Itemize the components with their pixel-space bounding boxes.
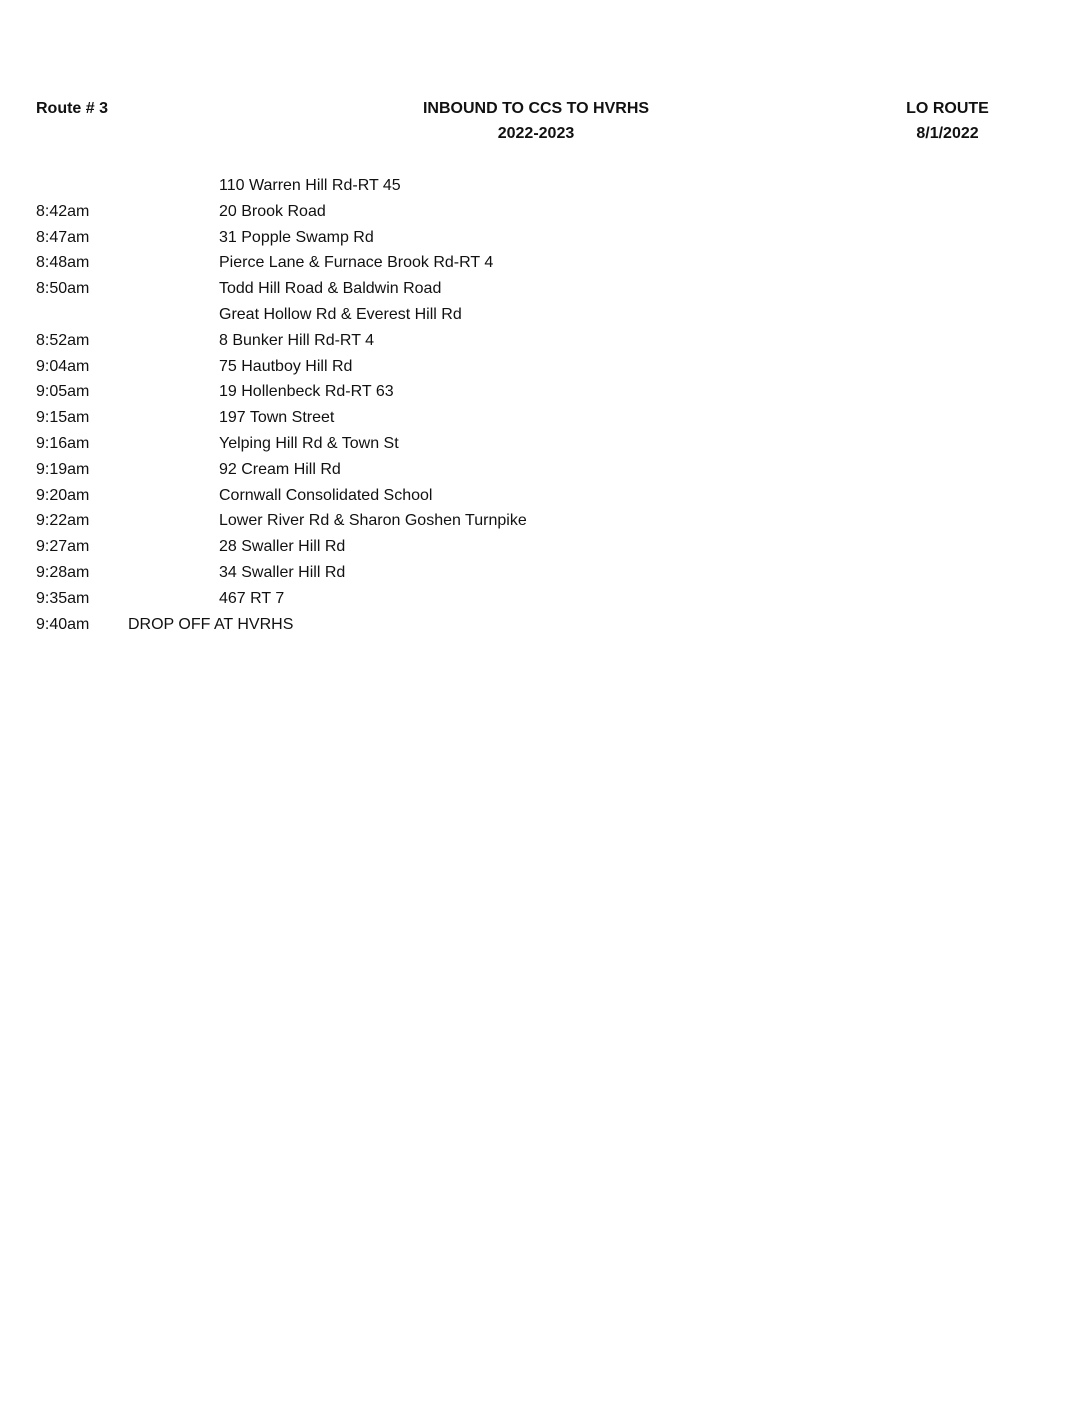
stop-time: 8:52am [36,331,90,349]
stop-row [36,252,736,278]
stop-time: 9:28am [36,563,90,581]
stop-location: Lower River Rd & Sharon Goshen Turnpike [219,512,527,530]
stop-location: 197 Town Street [219,409,335,427]
stop-location: 31 Popple Swamp Rd [219,228,374,246]
stop-time: 9:15am [36,409,90,427]
stop-row [36,588,736,614]
stop-time: 9:27am [36,538,90,556]
stop-location: 19 Hollenbeck Rd-RT 63 [219,383,394,401]
stop-list [36,175,736,639]
stop-time: 8:50am [36,280,90,298]
stop-location: Great Hollow Rd & Everest Hill Rd [219,305,462,323]
stop-time: 9:19am [36,460,90,478]
route-number: Route # 3 [36,100,109,117]
stop-time: 9:22am [36,512,90,530]
schedule-title-block [380,98,692,148]
stop-row [36,356,736,382]
stop-location: 20 Brook Road [219,202,326,220]
stop-time: 9:05am [36,383,90,401]
stop-time: 9:04am [36,357,90,375]
stop-row [36,304,736,330]
stop-location: 92 Cream Hill Rd [219,460,341,478]
stop-time: 9:16am [36,434,90,452]
stop-location: 34 Swaller Hill Rd [219,563,346,581]
stop-row [36,407,736,433]
stop-row [36,562,736,588]
stop-row [36,201,736,227]
stop-location: 8 Bunker Hill Rd-RT 4 [219,331,375,349]
stop-location: Cornwall Consolidated School [219,486,433,504]
drop-off-location: DROP OFF AT HVRHS [128,615,294,633]
stop-location: 28 Swaller Hill Rd [219,538,346,556]
stop-row [36,175,736,201]
stop-time: 8:42am [36,202,90,220]
stop-location: 467 RT 7 [219,589,285,607]
stop-row [36,459,736,485]
stop-location: Pierce Lane & Furnace Brook Rd-RT 4 [219,254,494,272]
schedule-date: 8/1/2022 [916,125,979,142]
schedule-title: INBOUND TO CCS TO HVRHS [422,100,650,117]
stop-time: 9:35am [36,589,90,607]
drop-off-row [36,614,736,640]
route-type: LO ROUTE [906,100,989,117]
school-year: 2022-2023 [497,125,575,142]
stop-location: Todd Hill Road & Baldwin Road [219,280,442,298]
stop-time: 8:47am [36,228,90,246]
stop-row [36,433,736,459]
stop-row [36,510,736,536]
stop-row [36,227,736,253]
stop-row [36,381,736,407]
stop-row [36,278,736,304]
stop-time: 9:40am [36,615,90,633]
stop-time: 8:48am [36,254,90,272]
stop-row [36,536,736,562]
route-info-block [870,98,1025,148]
stop-time: 9:20am [36,486,90,504]
stop-row [36,485,736,511]
stop-location: Yelping Hill Rd & Town St [219,434,399,452]
stop-location: 110 Warren Hill Rd-RT 45 [219,177,401,194]
stop-location: 75 Hautboy Hill Rd [219,357,353,375]
stop-row [36,330,736,356]
